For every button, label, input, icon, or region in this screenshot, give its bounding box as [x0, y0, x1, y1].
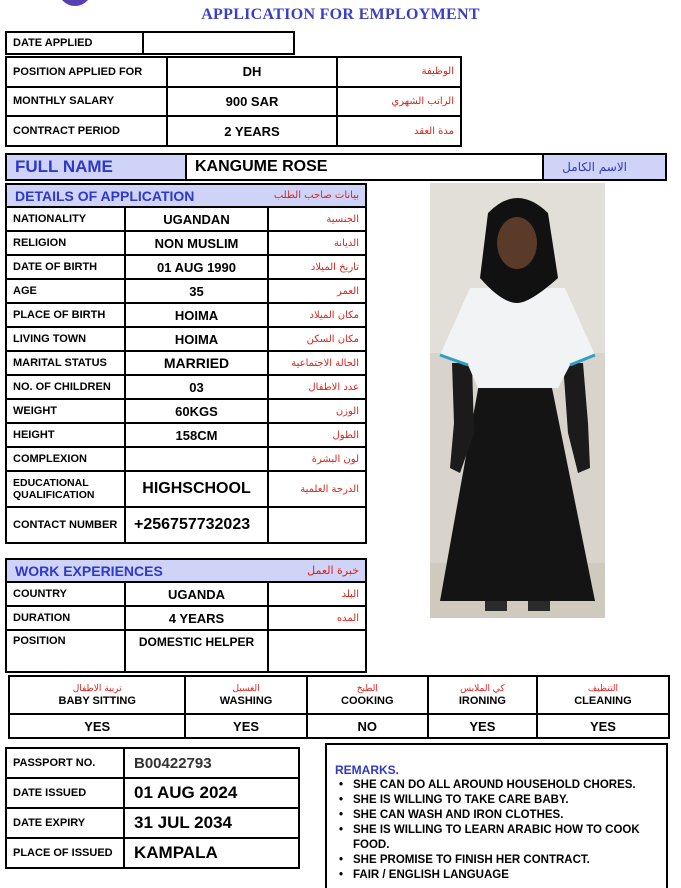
details-label: CONTACT NUMBER — [6, 507, 125, 543]
details-label: RELIGION — [6, 231, 125, 255]
work-row — [6, 630, 366, 672]
details-label-ar — [268, 507, 366, 543]
details-label-ar: الوزن — [268, 399, 366, 423]
contract-label-ar: مدة العقد — [337, 116, 461, 146]
details-label-ar: الديانة — [268, 231, 366, 255]
details-value: NON MUSLIM — [125, 231, 268, 255]
skills-table — [8, 675, 670, 739]
passport-row — [6, 808, 299, 838]
work-header: WORK EXPERIENCES — [6, 559, 268, 582]
details-header-ar: بيانات صاحب الطلب — [268, 184, 366, 207]
details-value: 03 — [125, 375, 268, 399]
applicant-photo — [430, 183, 605, 618]
skill-label: BABY SITTING — [58, 694, 136, 707]
details-label-ar: تاريخ الميلاد — [268, 255, 366, 279]
job-table — [5, 56, 462, 147]
details-row — [6, 423, 366, 447]
passport-row — [6, 778, 299, 808]
details-value: HOIMA — [125, 327, 268, 351]
skill-label-ar: الغسيل — [232, 683, 260, 694]
details-value: 60KGS — [125, 399, 268, 423]
passport-label: DATE EXPIRY — [6, 808, 124, 838]
skill-label-ar: الطبخ — [356, 683, 378, 694]
remark-item: • SHE IS WILLING TO TAKE CARE BABY. — [335, 793, 666, 808]
details-label-ar: الحالة الاجتماعية — [268, 351, 366, 375]
date-applied-table — [5, 31, 295, 55]
applicant-photo-illustration — [430, 183, 605, 618]
work-label-ar — [268, 630, 366, 672]
work-value: UGANDA — [125, 582, 268, 606]
details-row — [6, 351, 366, 375]
details-row — [6, 399, 366, 423]
details-label-ar: لون البشرة — [268, 447, 366, 471]
details-label-ar: مكان الميلاد — [268, 303, 366, 327]
position-label: POSITION APPLIED FOR — [6, 57, 167, 87]
skill-header — [537, 676, 669, 714]
passport-value: B00422793 — [124, 748, 299, 778]
details-label: PLACE OF BIRTH — [6, 303, 125, 327]
skill-label-ar: التنظيف — [587, 683, 618, 694]
details-label-ar: العمر — [268, 279, 366, 303]
contract-value: 2 YEARS — [167, 116, 337, 146]
details-label: AGE — [6, 279, 125, 303]
work-table — [5, 558, 367, 673]
contract-label: CONTRACT PERIOD — [6, 116, 167, 146]
details-label: MARITAL STATUS — [6, 351, 125, 375]
details-row — [6, 255, 366, 279]
skill-value: NO — [307, 714, 428, 738]
details-value: 35 — [125, 279, 268, 303]
work-value: DOMESTIC HELPER — [125, 630, 268, 672]
skill-header — [185, 676, 306, 714]
details-value — [125, 447, 268, 471]
full-name-label-ar: الاسم الكامل — [543, 154, 666, 180]
skill-value: YES — [185, 714, 306, 738]
page-title: APPLICATION FOR EMPLOYMENT — [201, 6, 480, 23]
work-header-ar: خبرة العمل — [268, 559, 366, 582]
work-label-ar: المده — [268, 606, 366, 630]
position-value: DH — [167, 57, 337, 87]
details-value: 158CM — [125, 423, 268, 447]
work-label: DURATION — [6, 606, 125, 630]
remark-item: • SHE CAN WASH AND IRON CLOTHES. — [335, 808, 666, 823]
details-label-ar: مكان السكن — [268, 327, 366, 351]
passport-value: 01 AUG 2024 — [124, 778, 299, 808]
passport-value: KAMPALA — [124, 838, 299, 868]
details-label: COMPLEXION — [6, 447, 125, 471]
details-label: WEIGHT — [6, 399, 125, 423]
details-label-ar: الطول — [268, 423, 366, 447]
full-name-table — [5, 153, 667, 181]
details-header: DETAILS OF APPLICATION — [6, 184, 268, 207]
skill-value: YES — [9, 714, 185, 738]
details-label-ar: الدرجة العلمية — [268, 471, 366, 507]
skill-label: CLEANING — [574, 694, 632, 707]
skill-value: YES — [428, 714, 537, 738]
passport-label: PASSPORT NO. — [6, 748, 124, 778]
skill-header — [9, 676, 185, 714]
details-row — [6, 327, 366, 351]
full-name-label: FULL NAME — [6, 154, 186, 180]
details-row — [6, 507, 366, 543]
passport-row — [6, 838, 299, 868]
details-label: DATE OF BIRTH — [6, 255, 125, 279]
position-label-ar: الوظيفة — [337, 57, 461, 87]
full-name-value: KANGUME ROSE — [186, 154, 543, 180]
details-row — [6, 231, 366, 255]
date-applied-value — [143, 32, 294, 54]
work-label: POSITION — [6, 630, 125, 672]
details-label-ar: الجنسية — [268, 207, 366, 231]
skill-label-ar: تربية الاطفال — [72, 683, 122, 694]
work-row — [6, 582, 366, 606]
salary-value: 900 SAR — [167, 87, 337, 117]
skill-header — [428, 676, 537, 714]
details-value: HIGHSCHOOL — [125, 471, 268, 507]
passport-table — [5, 747, 300, 869]
remark-item: • SHE CAN DO ALL AROUND HOUSEHOLD CHORES. — [335, 778, 666, 793]
skill-label-ar: كي الملابس — [460, 683, 505, 694]
passport-label: DATE ISSUED — [6, 778, 124, 808]
details-row — [6, 279, 366, 303]
details-row — [6, 303, 366, 327]
details-value: UGANDAN — [125, 207, 268, 231]
details-label: NO. OF CHILDREN — [6, 375, 125, 399]
skill-label: IRONING — [458, 694, 506, 707]
remarks-title: REMARKS. — [335, 763, 400, 777]
skill-label: COOKING — [341, 694, 394, 707]
details-label: NATIONALITY — [6, 207, 125, 231]
remark-item: • SHE PROMISE TO FINISH HER CONTRACT. — [335, 853, 666, 868]
details-row — [6, 375, 366, 399]
work-value: 4 YEARS — [125, 606, 268, 630]
skill-value: YES — [537, 714, 669, 738]
passport-label: PLACE OF ISSUED — [6, 838, 124, 868]
salary-label-ar: الراتب الشهري — [337, 87, 461, 117]
salary-label: MONTHLY SALARY — [6, 87, 167, 117]
date-applied-label: DATE APPLIED — [6, 32, 143, 54]
work-row — [6, 606, 366, 630]
details-value: 01 AUG 1990 — [125, 255, 268, 279]
details-label-ar: عدد الاطفال — [268, 375, 366, 399]
passport-value: 31 JUL 2034 — [124, 808, 299, 838]
details-table — [5, 183, 367, 544]
details-row — [6, 471, 366, 507]
details-label: LIVING TOWN — [6, 327, 125, 351]
remark-item: • SHE IS WILLING TO LEARN ARABIC HOW TO COOK FOOD. — [335, 823, 666, 853]
skill-header — [307, 676, 428, 714]
work-label-ar: البلد — [268, 582, 366, 606]
skill-label: WASHING — [219, 694, 273, 707]
work-label: COUNTRY — [6, 582, 125, 606]
details-label: HEIGHT — [6, 423, 125, 447]
details-row — [6, 447, 366, 471]
passport-row — [6, 748, 299, 778]
details-value: MARRIED — [125, 351, 268, 375]
details-value: +256757732023 — [125, 507, 268, 543]
remark-item: • FAIR / ENGLISH LANGUAGE — [335, 868, 666, 883]
details-value: HOIMA — [125, 303, 268, 327]
details-label: EDUCATIONAL QUALIFICATION — [6, 471, 125, 507]
details-row — [6, 207, 366, 231]
remarks-list — [335, 778, 666, 883]
remarks-box — [325, 743, 668, 888]
